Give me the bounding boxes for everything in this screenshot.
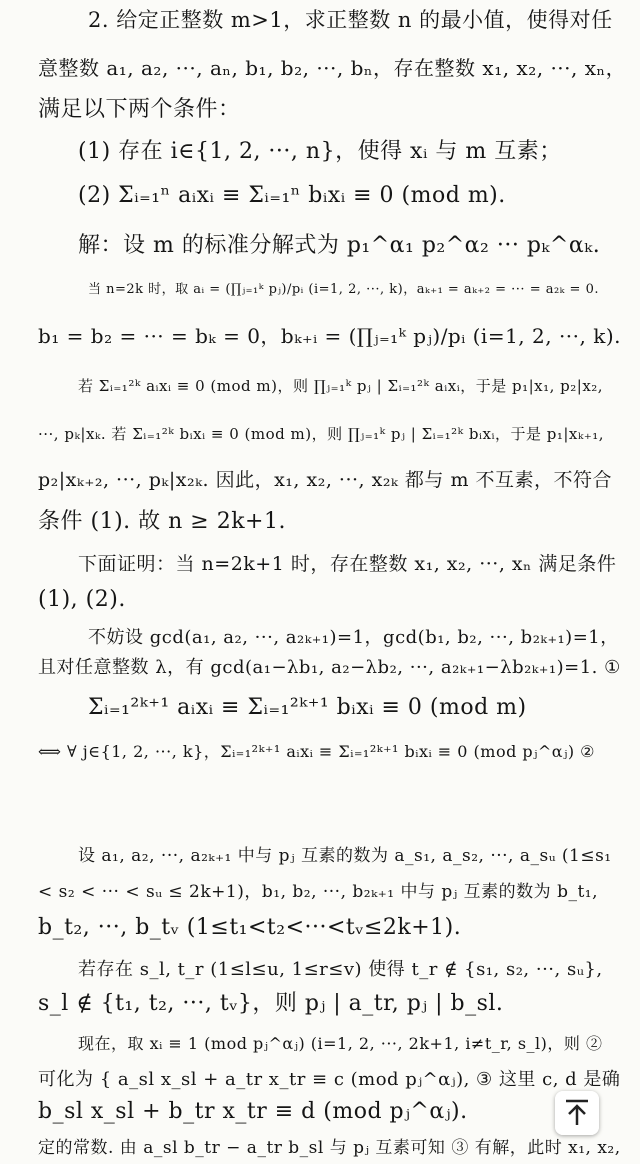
proof-line-10: 现在，取 xᵢ ≡ 1 (mod pⱼ^αⱼ) (i=1, 2, ···, 2k+1, i≠t_r, s_l)，则 ② — [78, 1034, 603, 1053]
proof-line-4: 且对任意整数 λ，有 gcd(a₁−λb₁, a₂−λb₂, ···, a₂ₖ₊₁−λb₂ₖ₊₁)=1. ① — [38, 657, 621, 678]
scroll-to-top-button[interactable] — [555, 1091, 599, 1135]
condition-1: (1) 存在 i∈{1, 2, ···, n}，使得 xᵢ 与 m 互素； — [78, 139, 562, 164]
problem-line-2: 意整数 a₁, a₂, ···, aₙ, b₁, b₂, ···, bₙ，存在整数 x₁, x₂, ···, xₙ， — [38, 56, 627, 80]
equation-line-1: Σᵢ₌₁²ᵏ⁺¹ aᵢxᵢ ≡ Σᵢ₌₁²ᵏ⁺¹ bᵢxᵢ ≡ 0 (mod m) — [88, 695, 527, 720]
condition-2: (2) Σᵢ₌₁ⁿ aᵢxᵢ ≡ Σᵢ₌₁ⁿ bᵢxᵢ ≡ 0 (mod m). — [78, 183, 506, 208]
proof-line-3: 不妨设 gcd(a₁, a₂, ···, a₂ₖ₊₁)=1，gcd(b₁, b₂, ···, b₂ₖ₊₁)=1， — [88, 627, 619, 648]
equation-line-2: ⟺ ∀ j∈{1, 2, ···, k}，Σᵢ₌₁²ᵏ⁺¹ aᵢxᵢ ≡ Σᵢ₌₁²ᵏ⁺¹ bᵢxᵢ ≡ 0 (mod pⱼ^αⱼ) ② — [38, 742, 596, 761]
system-line-2: b_sl x_sl + b_tr x_tr ≡ d (mod pⱼ^αⱼ). — [38, 1099, 468, 1124]
proof-line-5: 设 a₁, a₂, ···, a₂ₖ₊₁ 中与 pⱼ 互素的数为 a_s₁, a_s₂, ···, a_sᵤ (1≤s₁ — [78, 846, 612, 866]
solution-line-1: 解：设 m 的标准分解式为 p₁^α₁ p₂^α₂ ··· pₖ^αₖ. — [78, 233, 601, 258]
solution-line-3: b₁ = b₂ = ··· = bₖ = 0，bₖ₊ᵢ = (∏ⱼ₌₁ᵏ pⱼ)/pᵢ (i=1, 2, ···, k). — [38, 324, 622, 348]
proof-line-9: s_l ∉ {t₁, t₂, ···, tᵥ}，则 pⱼ | a_tr, pⱼ | b_sl. — [38, 991, 504, 1016]
problem-line-3: 满足以下两个条件： — [38, 97, 241, 122]
solution-line-7: 条件 (1). 故 n ≥ 2k+1. — [38, 509, 286, 534]
proof-line-6: < s₂ < ··· < sᵤ ≤ 2k+1)，b₁, b₂, ···, b₂ₖ₊₁ 中与 pⱼ 互素的数为 b_t₁, — [38, 882, 599, 902]
solution-line-2: 当 n=2k 时，取 aᵢ = (∏ⱼ₌₁ᵏ pⱼ)/pᵢ (i=1, 2, ···, k)，aₖ₊₁ = aₖ₊₂ = ··· = a₂ₖ = 0. — [88, 282, 599, 297]
solution-line-4: 若 Σᵢ₌₁²ᵏ aᵢxᵢ ≡ 0 (mod m)，则 ∏ⱼ₌₁ᵏ pⱼ | Σᵢ₌₁²ᵏ aᵢxᵢ，于是 p₁|x₁, p₂|x₂, — [78, 377, 604, 395]
proof-line-8: 若存在 s_l, t_r (1≤l≤u, 1≤r≤v) 使得 t_r ∉ {s₁, s₂, ···, sᵤ}, — [78, 959, 603, 980]
system-line-1: 可化为 { a_sl x_sl + a_tr x_tr ≡ c (mod pⱼ^αⱼ), ③ 这里 c, d 是确 — [38, 1069, 621, 1090]
problem-line-1: 2. 给定正整数 m>1，求正整数 n 的最小值，使得对任 — [88, 8, 613, 32]
proof-line-7: b_t₂, ···, b_tᵥ (1≤t₁<t₂<···<tᵥ≤2k+1). — [38, 915, 462, 940]
solution-line-5: ···, pₖ|xₖ. 若 Σᵢ₌₁²ᵏ bᵢxᵢ ≡ 0 (mod m)，则 ∏ⱼ₌₁ᵏ pⱼ | Σᵢ₌₁²ᵏ bᵢxᵢ，于是 p₁|xₖ₊₁, — [38, 425, 605, 443]
solution-line-6: p₂|xₖ₊₂, ···, pₖ|x₂ₖ. 因此，x₁, x₂, ···, x₂ₖ 都与 m 不互素，不符合 — [38, 469, 613, 491]
arrow-up-icon — [564, 1099, 590, 1127]
proof-line-1: 下面证明：当 n=2k+1 时，存在整数 x₁, x₂, ···, xₙ 满足条件 — [78, 553, 617, 575]
proof-line-11: 定的常数. 由 a_sl b_tr − a_tr b_sl 与 pⱼ 互素可知 ③ 有解，此时 x₁, x₂, — [38, 1138, 621, 1158]
proof-line-2: (1), (2). — [38, 587, 126, 612]
